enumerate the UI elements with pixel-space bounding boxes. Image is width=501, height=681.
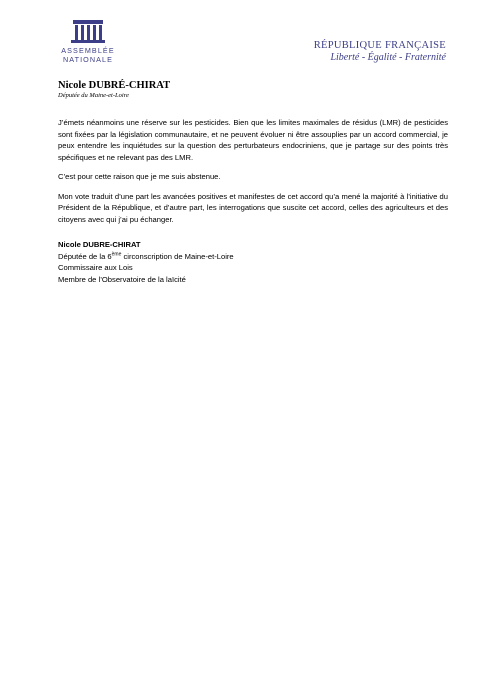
- republic-title: RÉPUBLIQUE FRANÇAISE: [313, 40, 446, 51]
- paragraph-2: C’est pour cette raison que je me suis abstenue.: [58, 172, 221, 181]
- republic-motto: Liberté - Égalité - Fraternité: [330, 52, 446, 63]
- author-name: Nicole DUBRÉ-CHIRAT: [58, 80, 171, 91]
- signature-name: Nicole DUBRE-CHIRAT: [58, 240, 141, 249]
- signature-line-1-prefix: Députée de la 6: [58, 251, 112, 261]
- signature-line-1: [58, 251, 234, 263]
- logo-line2: NATIONALE: [62, 54, 114, 64]
- paragraph-1: J’émets néanmoins une réserve sur les pesticides. Bien que les limites maximales de résidus (LMR) de pesticides sont fixées par la législation communautaire, et ne peuvent évoluer ni être assouplies par un accord commercial, je peux entendre les inquiétudes sur la question des perturbateurs endocriniens, que je partage sur des points très spécifiques et ne relevant pas des LMR.: [58, 118, 448, 162]
- paragraph-3: Mon vote traduit d’une part les avancées positives et manifestes de cet accord qu’a mené la majorité à l’initiative du Président de la République, et d’autre part, les interrogations que suscite cet accord, celles des agriculteurs et des citoyens avec qui j’ai pu échanger.: [58, 191, 448, 224]
- author-role: Députée du Maine-et-Loire: [58, 92, 129, 99]
- signature-line-1-suffix: circonscription de Maine-et-Loire: [121, 251, 234, 261]
- republic-header: [314, 40, 446, 63]
- logo-text: [58, 47, 118, 64]
- signature-line-1-sup: ème: [111, 250, 122, 257]
- author-block: [58, 80, 170, 99]
- signature-block: [58, 239, 234, 285]
- logo-line1: ASSEMBLÉE: [61, 46, 115, 55]
- signature-line-3: Membre de l’Observatoire de la laïcité: [58, 274, 186, 284]
- signature-line-2: Commissaire aux Lois: [58, 263, 133, 272]
- assemblee-nationale-logo: [58, 20, 118, 64]
- assembly-building-icon: [71, 20, 105, 44]
- letter-body: [58, 117, 448, 233]
